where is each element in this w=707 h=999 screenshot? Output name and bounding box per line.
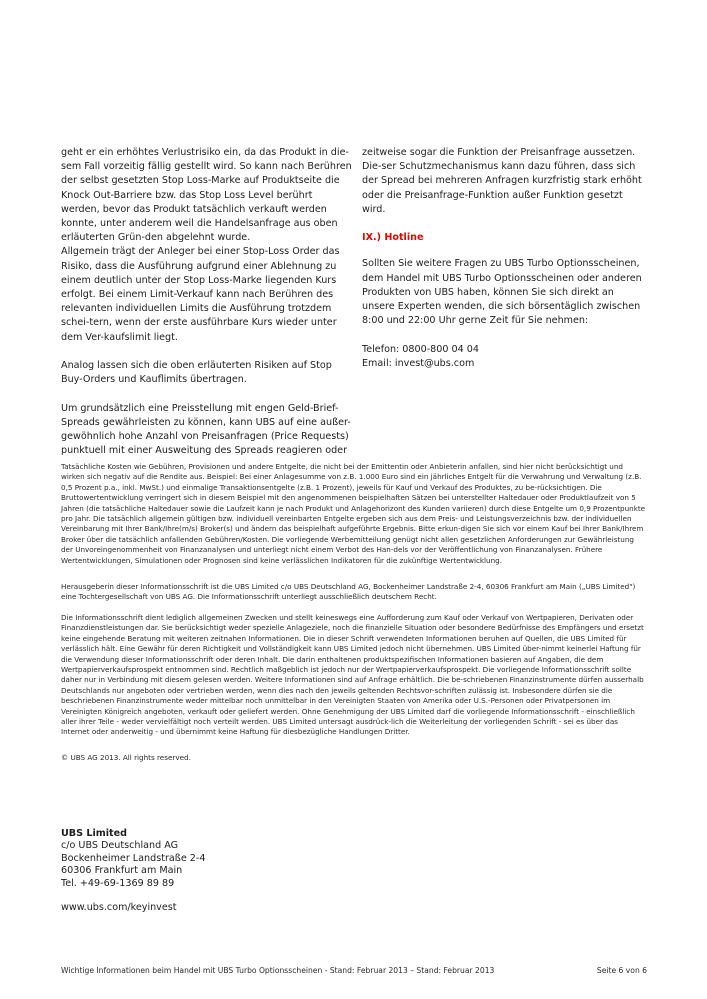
hotline-email: Email: invest@ubs.com xyxy=(362,357,475,369)
paragraph: zeitweise sogar die Funktion der Preisanfrage aussetzen. Die-ser Schutzmechanismus kann dazu führen, dass sich der Spread bei mehreren Anfragen kurzfristig stark erhöht oder die Preisanfrage-Funktion außer Funktion gesetzt wird. xyxy=(362,147,642,215)
paragraph: Analog lassen sich die oben erläuterten Risiken auf Stop Buy-Orders und Kauflimits übertragen. xyxy=(61,360,332,386)
hotline-phone: Telefon: 0800-800 04 04 xyxy=(362,343,480,355)
address-line: 60306 Frankfurt am Main xyxy=(61,865,183,877)
footer-title: Wichtige Informationen beim Handel mit UBS Turbo Optionsscheinen - Stand: Februar 2013 – Stand: Februar 2013 xyxy=(61,966,495,975)
copyright-text: © UBS AG 2013. All rights reserved. xyxy=(61,753,191,762)
paragraph: geht er ein erhöhtes Verlustrisiko ein, da das Produkt in die-sem Fall vorzeitig fällig gestellt wird. So kann nach Berühren der selbst gesetzten Stop Loss-Marke auf Produktseite die Knock Out-Barriere bzw. das Stop Loss Level berührt werden, bevor das Produkt tatsächlich verkauft werden konnte, unter anderem weil die Handelsanfrage aus oben erläuterten Grün-den abgelehnt wurde. xyxy=(61,147,352,244)
address-block xyxy=(61,828,205,915)
left-column xyxy=(61,146,353,458)
paragraph: Um grundsätzlich eine Preisstellung mit engen Geld-Brief-Spreads gewährleisten zu können, kann UBS auf eine außer-gewöhnlich hohe Anzahl von Preisanfragen (Price Requests) punktuell mit einer Ausweitung des Spreads reagieren oder xyxy=(61,402,351,457)
paragraph: Allgemein trägt der Anleger bei einer Stop-Loss Order das Risiko, dass die Ausführung aufgrund einer Ablehnung zu einem deutlich unter der Stop Loss-Marke liegenden Kurs erfolgt. Bei einem Limit-Verkauf kann nach Berühren des relevanten individuellen Limits die Ausführung trotzdem schei-tern, wenn der erste ausführbare Kurs wieder unter dem Ver-kaufslimit liegt. xyxy=(61,246,340,343)
address-line: Bockenheimer Landstraße 2-4 xyxy=(61,852,206,864)
right-column xyxy=(362,146,647,371)
address-line: c/o UBS Deutschland AG xyxy=(61,840,179,852)
disclaimer-publisher xyxy=(61,582,647,603)
disclaimer-costs xyxy=(61,462,647,566)
company-name: UBS Limited xyxy=(61,828,127,839)
paragraph: Sollten Sie weitere Fragen zu UBS Turbo Optionsscheinen, dem Handel mit UBS Turbo Optionsscheinen oder anderen Produkten von UBS haben, können Sie sich direkt an unsere Experten wenden, die sich börsentäglich zwischen 8:00 und 22:00 Uhr gerne Zeit für Sie nehmen: xyxy=(362,258,642,327)
disclaimer-text: Herausgeberin dieser Informationsschrift ist die UBS Limited c/o UBS Deutschland AG, Bockenheimer Landstraße 2-4, 60306 Frankfurt am Main („UBS Limited") eine Tochtergesellschaft von UBS AG. Die Informationsschrift unterliegt ausschließlich deutschem Recht. xyxy=(61,582,636,602)
copyright xyxy=(61,753,647,763)
section-heading-hotline: IX.) Hotline xyxy=(362,232,424,244)
address-phone: Tel. +49-69-1369 89 89 xyxy=(61,877,175,889)
disclaimer-text: Die Informationsschrift dient lediglich allgemeinen Zwecken und stellt keineswegs eine Aufforderung zum Kauf oder Verkauf von Wertpapieren, Derivaten oder Finanzdienstleistungen dar. Sie berücksichtigt weder spezielle Anlageziele, noch die finanzielle Situation oder besondere Bedürfnisse des Empfängers und ersetzt keine eingehende Beratung mit weiteren zeitnahen Informationen. Die in dieser Schrift verwendeten Informationen beruhen auf Quellen, die UBS Limited für verlässlich hält. Eine Gewähr für deren Richtigkeit und Vollständigkeit kann UBS Limited jedoch nicht übernehmen. UBS Limited über-nimmt keinerlei Haftung für die Verwendung dieser Informationsschrift oder deren Inhalt. Die darin enthaltenen produktspezifischen Informationen basieren auf Angaben, die dem Wertpapierverkaufsprospekt entnommen sind. Rechtlich maßgeblich ist jedoch nur der Wertpapierverkaufsprospekt. Die vorliegende Informationsschrift sollte daher nur in Verbindung mit diesem gelesen werden. Weitere Informationen sind auf Anfrage erhältlich. Die be-schriebenen Finanzinstrumente dürfen ausserhalb Deutschlands nur angeboten oder vertrieben werden, wenn dies nach den jeweils geltenden Rechtsvor-schriften zulässig ist. Insbesondere dürfen sie die beschriebenen Finanzinstrumente weder mittelbar noch unmittelbar in den Vereinigten Staaten von Amerika oder U.S.-Personen oder Privatpersonen im Vereinigten Königreich angeboten, verkauft oder geliefert werden. Ohne Genehmigung der UBS Limited darf die vorliegende Informationsschrift - einschließlich aller ihrer Teile - weder vervielfältigt noch verteilt werden. UBS Limited untersagt ausdrück-lich die Weiterleitung der vorliegenden Schrift - sei es über das Internet oder anderweitig - und übernimmt keine Haftung für diesbezügliche Handlungen Dritter. xyxy=(61,613,644,737)
page-number: Seite 6 von 6 xyxy=(596,966,647,975)
website-link[interactable]: www.ubs.com/keyinvest xyxy=(61,902,177,914)
disclaimer-general xyxy=(61,613,647,738)
disclaimer-text: Tatsächliche Kosten wie Gebühren, Provisionen und andere Entgelte, die nicht bei der Emittentin oder Anbieterin anfallen, sind hier nicht berücksichtigt und wirken sich negativ auf die Rendite aus. Beispiel: Bei einer Anlagesumme von z.B. 1.000 Euro sind ein jährliches Entgelt für die Verwahrung und Verwaltung (z.B. 0,5 Prozent p.a., inkl. MwSt.) und einmalige Transaktionsentgelte (z.B. 1 Prozent), jeweils für Kauf und Verkauf des Produktes, zu be-rücksichtigen. Die Bruttowertentwicklung verringert sich in diesem Beispiel mit den angenommenen beispielhaften Sätzen bei unterstellter Haltedauer oder Produktlaufzeit von 5 Jahren (die tatsächliche Haltedauer sowie die Laufzeit kann je nach Produkt und Anlagehorizont des Kunden variieren) durch diese Entgelte um 0,9 Prozentpunkte pro Jahr. Die tatsächlich allgemein gültigen bzw. individuell vereinbarten Entgelte ergeben sich aus dem Preis- und Leistungsverzeichnis bzw. der individuellen Vereinbarung mit Ihrer Bank/Ihre(m/s) Broker(s) und ändern das beispielhaft aufgeführte Ergebnis. Bitte erkun-digen Sie sich vor einem Kauf bei Ihrer Bank/Ihrem Broker über die tatsächlich anfallenden Gebühren/Kosten. Die vorliegende Werbemitteilung genügt nicht allen gesetzlichen Anforderungen zur Gewährleistung der Unvoreingenommenheit von Finanzanalysen und unterliegt nicht einem Verbot des Han-dels vor der Veröffentlichung von Finanzanalysen. Frühere Wertentwicklungen, Simulationen oder Prognosen sind keine verlässlichen Indikatoren für die zukünftige Wertentwicklung. xyxy=(61,462,646,565)
